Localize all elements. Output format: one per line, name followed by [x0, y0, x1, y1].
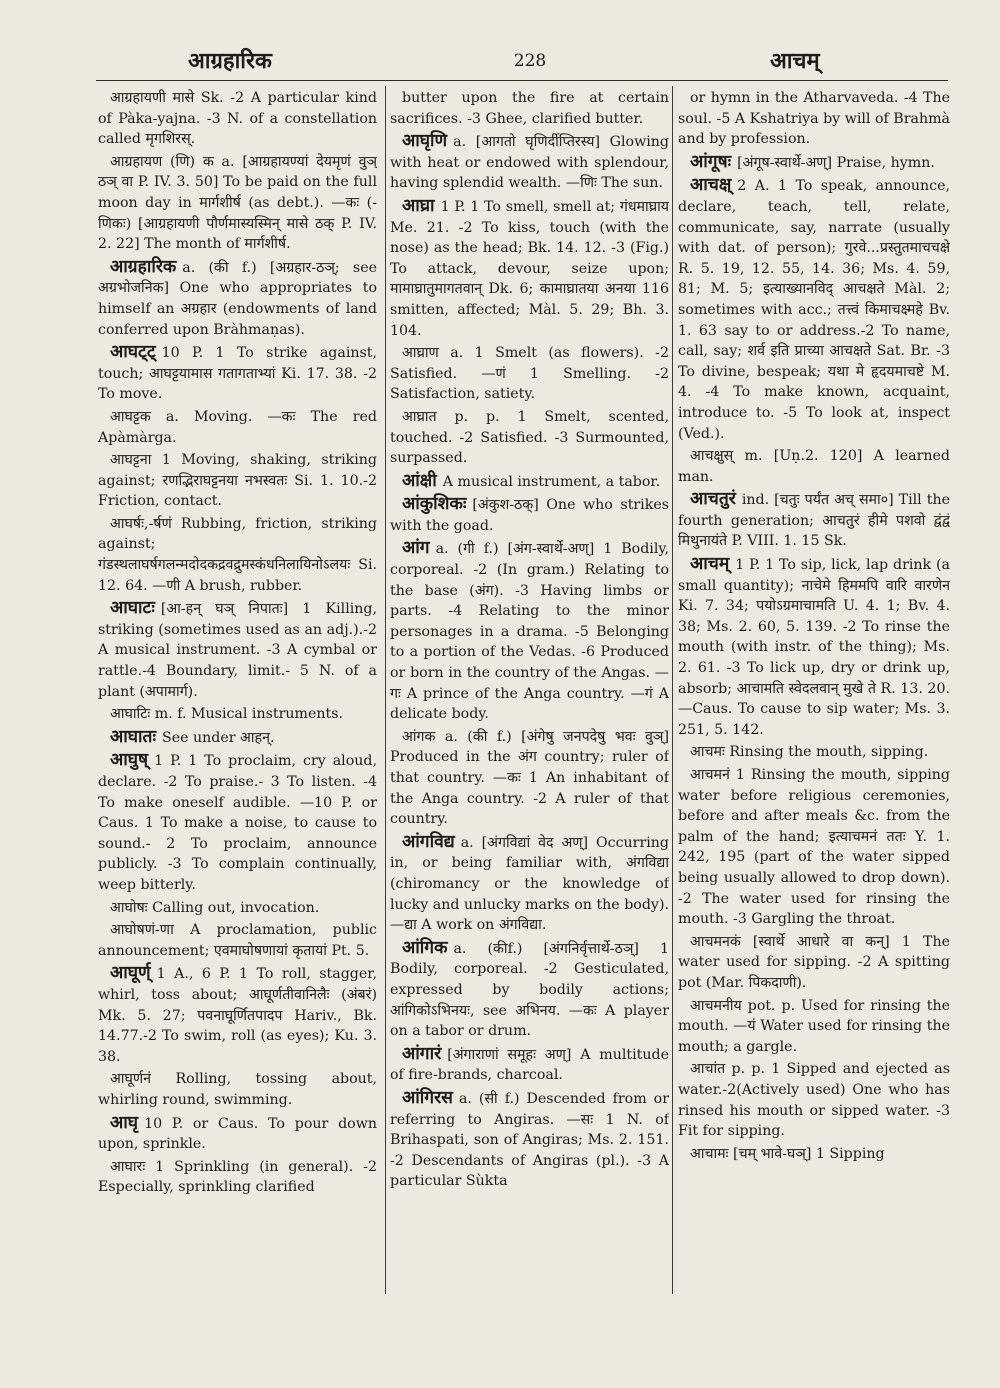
headword: आंगिक: [402, 937, 448, 958]
dictionary-entry: [98, 514, 377, 596]
entry-text: आचांत p. p. 1 Sipped and ejected as water.-2(Actively used) One who has rinsed his mouth or sipped water. -3 Fit for sipping.: [678, 1061, 950, 1140]
entry-text: आघ्रात p. p. 1 Smelt, scented, touched. -2 Satisfied. -3 Surmounted, surpassed.: [390, 408, 669, 467]
entry-text: a. (सी f.) Descended from or referring to Angiras. —सः 1 N. of Brihaspati, son of Angiras; Ms. 2. 151. -2 Descendants of Angiras (pl.). -3 A particular Sùkta: [390, 1090, 669, 1190]
entry-text: आघोषः Calling out, invocation.: [110, 899, 320, 916]
entry-text: आचक्षुस् m. [Uṇ.2. 120] A learned man.: [678, 448, 950, 485]
dictionary-entry: [98, 1069, 377, 1110]
headword: आघृणि: [402, 131, 448, 152]
dictionary-entry: [98, 450, 377, 512]
entry-text: आचामः [चम् भावे-घञ्] 1 Sipping: [690, 1145, 885, 1162]
entry-text: 1 P. 1 To sip, lick, lap drink (a small quantity); नाचेमे हिममपि वारि वारणेन Ki. 7. 34; पयोऽग्रमाचामति U. 4. 1; Bv. 4. 38; Ms. 2. 60, 5. 139. -2 To rinse the mouth (with instr. of the thing); Ms. 2. 61. -3 To lick up, dry or drink up, absorb; आचामति स्वेदलवान् मुखे ते R. 13. 20. —Caus. To cause to sip water; Ms. 3. 251, 5. 142.: [678, 557, 950, 738]
entry-text: आघर्षः,-र्षणं Rubbing, friction, striking against; गंडस्थलाघर्षगलन्मदोदकद्रवद्रुमस्कंधनिलायिनोऽलयः Si. 12. 64. —णी A brush, rubber.: [98, 515, 377, 594]
headword: आघातः: [110, 726, 156, 747]
headword: आग्रहारिक: [110, 256, 177, 277]
entry-text: आंगक a. (की f.) [अंगेषु जनपदेषु भवः वुञ्] Produced in the अंग country; ruler of that country. —कः 1 An inhabitant of the Anga country. -2 A ruler of that country.: [390, 728, 669, 828]
dictionary-entry: [98, 88, 377, 150]
dictionary-entry: [390, 1044, 669, 1086]
dictionary-entry: [98, 898, 377, 919]
entry-text: आग्रहायण (णि) क a. [आग्रहायण्यां देयमृणं वुञ् ठञ् वा P. IV. 3. 50] To be paid on the full moon day in मार्गशीर्ष (as debt.). —कः (-णिकः) [आग्रहायणी पौर्णमास्यस्मिन् मासे ठक् P. IV. 2. 22] The month of मार्गशीर्ष.: [98, 153, 377, 253]
entry-text: See under आहन्.: [161, 729, 275, 746]
entry-text: 1 P. 1 To smell, smell at; गंधमाघ्राय Me. 21. -2 To kiss, touch (with the nose) as the head; Bk. 14. 12. -3 (Fig.) To attack, devour, seize upon; मामाघ्रातुमागतवान् Dk. 6; कामाघ्रातया अनया 116 smitten, affected; Màl. 5. 29; Bh. 3. 104.: [390, 198, 669, 339]
entry-text: आघ्राण a. 1 Smelt (as flowers). -2 Satisfied. —णं 1 Smelling. -2 Satisfaction, satiety.: [390, 345, 669, 403]
column-divider: [672, 86, 673, 1294]
entry-text: 1 A., 6 P. 1 To roll, stagger, whirl, toss about; आघूर्णतीवानिलैः (अंबरं) Mk. 5. 27; पवनाघूर्णितपादप Hariv., Bk. 14.77.-2 To swim, roll (as eyes); Ku. 3. 38.: [98, 966, 377, 1065]
dictionary-entry: [98, 750, 377, 895]
entry-text: 10 P. or Caus. To pour down upon, sprinkle.: [98, 1115, 377, 1153]
entry-text: a. (की f.) [अग्रहार-ठञ्; see अग्रभोजनिक] One who appropriates to himself an अग्रहार (endowments of land conferred upon Bràhmaṇas).: [98, 259, 377, 338]
dictionary-entry: [98, 727, 377, 749]
dictionary-entry: [678, 88, 950, 150]
dictionary-entry: [390, 494, 669, 536]
headword: आंग: [402, 538, 430, 559]
entry-text: आघूर्णनं Rolling, tossing about, whirling round, swimming.: [98, 1071, 377, 1108]
headword: आघाटः: [110, 598, 155, 619]
column-divider: [385, 86, 386, 1294]
headword: आंक्षी: [402, 470, 437, 491]
entry-text: 10 P. 1 To strike against, touch; आघट्टयामास गतागताभ्यां Ki. 17. 38. -2 To move.: [98, 345, 377, 403]
entry-text: a. (कीf.) [अंगनिर्वृत्तार्थे-ठञ्] 1 Bodily, corporeal. -2 Gesticulated, expressed by bodily actions; आंगिकोऽभिनयः, see अभिनय. —कः A player on a tabor or drum.: [390, 940, 669, 1040]
dictionary-entry: [678, 996, 950, 1058]
dictionary-entry: [678, 446, 950, 487]
entry-text: आचमः Rinsing the mouth, sipping.: [690, 744, 929, 761]
headword: आघूर्ण्: [110, 963, 151, 984]
dictionary-entry: [98, 1157, 377, 1198]
entry-text: [अंगाराणां समूहः अण्] A multitude of fire-brands, charcoal.: [390, 1046, 669, 1084]
entry-text: 1 P. 1 To proclaim, cry aloud, declare. -2 To praise.- 3 To listen. -4 To make oneself audible. —10 P. or Caus. 1 To make a noise, to cause to sound.- 2 To proclaim, announce publicly. -3 To complain continually, weep bitterly.: [98, 753, 377, 893]
entry-text: a. [आगतो घृणिर्दीप्तिरस्य] Glowing with heat or endowed with splendour, having splendid wealth. —णिः The sun.: [390, 134, 669, 192]
headword: आघृ: [110, 1112, 139, 1133]
dictionary-entry: [390, 938, 669, 1042]
entry-text: a. (गी f.) [अंग-स्वार्थे-अण्] 1 Bodily, corporeal. -2 (In gram.) Relating to the base (अंग). -3 Having limbs or parts. -4 Relating to the minor personages in a drama. -5 Belonging to a portion of the Vedas. -6 Produced or born in the country of the Angas. —गः A prince of the Anga country. —गं A delicate body.: [390, 541, 669, 723]
dictionary-entry: [678, 554, 950, 740]
entry-text: ind. [चतुः पर्यंत अच् समा०] Till the fourth generation; आचतुरं हीमे पशवो द्वंद्वं मिथुनायंते P. VIII. 1. 15 Sk.: [678, 492, 950, 550]
dictionary-entry: [390, 131, 669, 194]
entry-text: आचमनीय pot. p. Used for rinsing the mouth. —यं Water used for rinsing the mouth; a gargle.: [678, 997, 950, 1055]
dictionary-entry: [98, 963, 377, 1067]
entry-text: A musical instrument, a tabor.: [442, 473, 661, 490]
headword: आंकुशिकः: [402, 494, 467, 515]
dictionary-entry: [678, 1059, 950, 1141]
header-rule: [96, 80, 948, 81]
dictionary-entry: [98, 257, 377, 340]
headword: आचक्ष्: [690, 175, 732, 196]
dictionary-entry: [678, 175, 950, 444]
headword: आंगारं: [402, 1043, 442, 1064]
headword: आघट्ट्: [110, 342, 156, 363]
dictionary-entry: [98, 407, 377, 448]
headword: आघुष्: [110, 750, 149, 771]
column-2: [390, 88, 669, 1194]
page-number: 228: [513, 51, 547, 71]
dictionary-entry: [98, 1113, 377, 1155]
entry-text: a. [अंगविद्यां वेद अण्] Occurring in, or being familiar with, अंगविद्या (chiromancy or the knowledge of lucky and unlucky marks on the body). —द्या A work on अंगविद्या.: [390, 834, 669, 934]
dictionary-entry: [678, 152, 950, 174]
headword: आंगूषः: [690, 151, 732, 172]
column-1: [98, 88, 377, 1200]
entry-text: आघारः 1 Sprinkling (in general). -2 Especially, sprinkling clarified: [98, 1158, 377, 1196]
dictionary-entry: [678, 1144, 950, 1165]
entry-text: आघोषणं-णा A proclamation, public announcement; एवमाघोषणायां कृतायां Pt. 5.: [98, 922, 377, 959]
headword: आचतुरं: [690, 489, 736, 510]
dictionary-entry: [390, 832, 669, 936]
dictionary-entry: [98, 920, 377, 961]
headword: आंगविद्य: [402, 831, 455, 852]
entry-text: आचमनं 1 Rinsing the mouth, sipping water before religious ceremonies, before and after meals &c. from the palm of the hand; इत्याचमनं ततः Y. 1. 242, 195 (part of the water sipped being usually allowed to drop down). -2 The water used for rinsing the mouth. -3 Gargling the throat.: [678, 767, 950, 928]
dictionary-entry: [390, 196, 669, 341]
dictionary-entry: [678, 932, 950, 994]
entry-text: 2 A. 1 To speak, announce, declare, teach, tell, relate, communicate, say, narrate (usually with dat. of person); गुरवे...प्रस्तुतमाचचक्षे R. 5. 19, 12. 55, 14. 36; Ms. 4. 59, 81; M. 5; इत्याख्यानविद् आचक्षते Màl. 2; sometimes with acc.; तत्त्वं किमाचक्ष्महे Bv. 1. 63 say to or address.-2 To name, call, say; शर्व इति प्राच्या आचक्षते Sat. Br. -3 To divine, bespeak; यथा मे हृदयमाचष्टे M. 4. -4 To make known, acquaint, introduce to. -5 To look at, inspect (Ved.).: [678, 178, 950, 442]
dictionary-entry: [98, 342, 377, 405]
dictionary-entry: [390, 1088, 669, 1192]
entry-text: आघट्टक a. Moving. —कः The red Apàmàrga.: [98, 408, 377, 446]
entry-text: आचमनकं [स्वार्थे आधारे वा कन्] 1 The water used for sipping. -2 A spitting pot (Mar. पिकदाणी).: [678, 933, 950, 991]
headword: आघ्रा: [402, 195, 435, 216]
dictionary-entry: [98, 704, 377, 725]
entry-text: आघट्टना 1 Moving, shaking, striking against; रणद्भिराघट्टनया नभस्वतः Si. 1. 10.-2 Friction, contact.: [98, 452, 377, 510]
dictionary-entry: [390, 88, 669, 129]
entry-text: or hymn in the Atharvaveda. -4 The soul. -5 A Kshatriya by will of Brahmà and by profession.: [678, 90, 950, 148]
dictionary-entry: [678, 742, 950, 763]
dictionary-entry: [390, 407, 669, 469]
entry-text: butter upon the fire at certain sacrifices. -3 Ghee, clarified butter.: [390, 90, 669, 127]
dictionary-entry: [390, 471, 669, 493]
dictionary-entry: [98, 152, 377, 255]
entry-text: [अंकुश-ठक्] One who strikes with the goad.: [390, 497, 669, 534]
entry-text: आग्रहायणी मासे Sk. -2 A particular kind of Pàka-yajna. -3 N. of a constellation called मृगशिरस्.: [98, 90, 377, 148]
entry-text: आघाटिः m. f. Musical instruments.: [110, 706, 343, 723]
running-head-left: आग्रहारिक: [188, 48, 272, 74]
headword: आचम्: [690, 554, 730, 575]
headword: आंगिरस: [402, 1087, 453, 1108]
entry-text: [अंगूष-स्वार्थे-अण्] Praise, hymn.: [737, 154, 935, 171]
dictionary-entry: [390, 343, 669, 405]
running-head-right: आचम्: [770, 48, 820, 74]
dictionary-entry: [98, 598, 377, 702]
entry-text: [आ-हन् घञ् निपातः] 1 Killing, striking (sometimes used as an adj.).-2 A musical instrument. -3 A cymbal or rattle.-4 Boundary, limit.- 5 N. of a plant (अपामार्ग).: [98, 601, 377, 700]
column-3: [678, 88, 950, 1166]
dictionary-entry: [678, 489, 950, 552]
dictionary-entry: [390, 727, 669, 830]
dictionary-entry: [678, 765, 950, 930]
dictionary-entry: [390, 538, 669, 724]
